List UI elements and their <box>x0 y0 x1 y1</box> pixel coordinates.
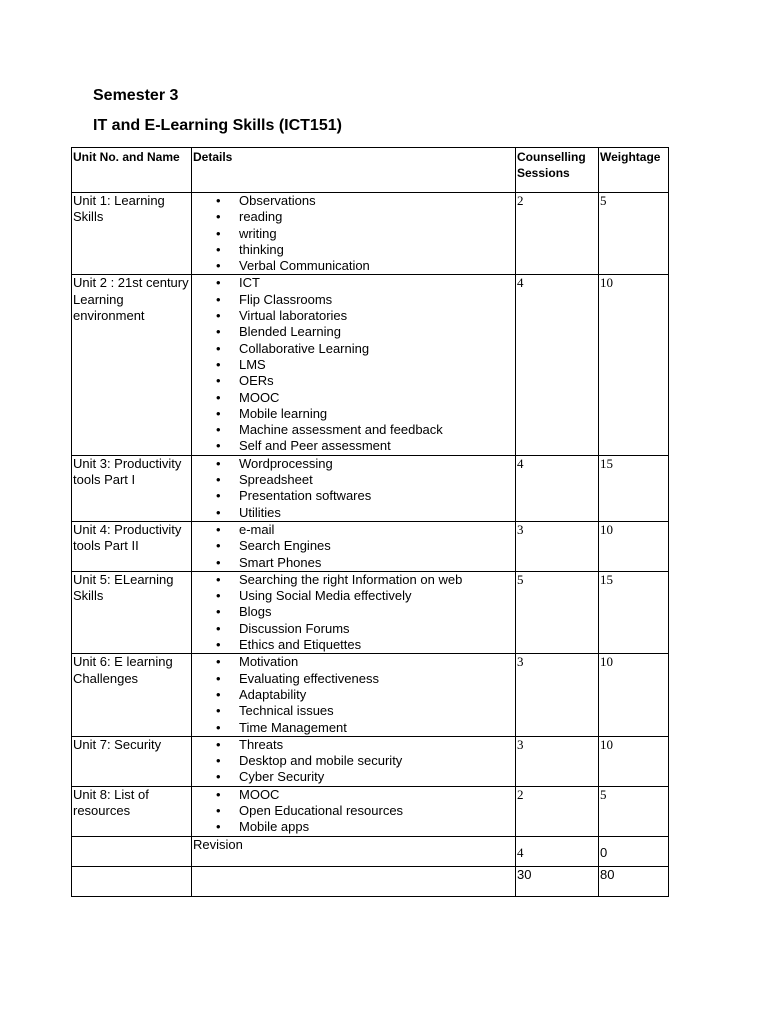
table-row <box>72 571 669 653</box>
table-row <box>72 654 669 736</box>
unit-details <box>192 654 516 736</box>
total-details-cell <box>192 866 516 896</box>
details-list <box>193 456 514 521</box>
details-list <box>193 787 514 836</box>
list-item: • Utilities <box>193 505 514 521</box>
header-row <box>72 148 669 193</box>
table-row <box>72 455 669 521</box>
list-item: • Blogs <box>193 604 514 620</box>
list-item: • Time Management <box>193 720 514 736</box>
unit-details <box>192 521 516 571</box>
revision-sessions-value: 4 <box>517 844 524 860</box>
list-item: • Spreadsheet <box>193 472 514 488</box>
unit-name: Unit 8: List of resources <box>72 786 192 836</box>
list-item: • Wordprocessing <box>193 456 514 472</box>
details-list <box>193 193 514 274</box>
list-item: • Mobile apps <box>193 819 514 835</box>
total-weightage: 80 <box>599 866 669 896</box>
list-item: • MOOC <box>193 787 514 803</box>
list-item: • Using Social Media effectively <box>193 588 514 604</box>
unit-details <box>192 193 516 275</box>
revision-sessions <box>516 836 599 866</box>
table-row <box>72 786 669 836</box>
revision-label: Revision <box>192 836 516 866</box>
details-list <box>193 522 514 571</box>
list-item: • Searching the right Information on web <box>193 572 514 588</box>
list-item: • Verbal Communication <box>193 258 514 274</box>
list-item: • Desktop and mobile security <box>193 753 514 769</box>
details-list <box>193 654 514 735</box>
header-unit: Unit No. and Name <box>72 148 192 193</box>
list-item: • Collaborative Learning <box>193 341 514 357</box>
unit-details <box>192 275 516 455</box>
unit-details <box>192 455 516 521</box>
list-item: • ICT <box>193 275 514 291</box>
counselling-sessions-value: 2 <box>516 193 599 275</box>
revision-weightage-value: 0 <box>600 844 608 860</box>
revision-unit-cell <box>72 836 192 866</box>
list-item: • Evaluating effectiveness <box>193 671 514 687</box>
list-item: • thinking <box>193 242 514 258</box>
course-title: IT and E-Learning Skills (ICT151) <box>93 117 342 134</box>
list-item: • Search Engines <box>193 538 514 554</box>
list-item: • Threats <box>193 737 514 753</box>
unit-name: Unit 3: Productivity tools Part I <box>72 455 192 521</box>
total-unit-cell <box>72 866 192 896</box>
weightage-value: 15 <box>599 571 669 653</box>
unit-name: Unit 2 : 21st century Learning environment <box>72 275 192 455</box>
list-item: • Self and Peer assessment <box>193 438 514 454</box>
list-item: • Virtual laboratories <box>193 308 514 324</box>
counselling-sessions-value: 3 <box>516 654 599 736</box>
unit-rows <box>72 193 669 837</box>
list-item: • Blended Learning <box>193 324 514 340</box>
total-sessions: 30 <box>516 866 599 896</box>
list-item: • Flip Classrooms <box>193 292 514 308</box>
weightage-value: 10 <box>599 521 669 571</box>
header-counselling-line1: Counselling <box>517 150 586 164</box>
details-list <box>193 737 514 786</box>
weightage-value: 10 <box>599 654 669 736</box>
header-weightage: Weightage <box>599 148 669 193</box>
header-details: Details <box>192 148 516 193</box>
table-row <box>72 736 669 786</box>
table-row <box>72 193 669 275</box>
total-row <box>72 866 669 896</box>
weightage-value: 5 <box>599 193 669 275</box>
list-item: • Cyber Security <box>193 769 514 785</box>
unit-details <box>192 786 516 836</box>
list-item: • Machine assessment and feedback <box>193 422 514 438</box>
unit-name: Unit 4: Productivity tools Part II <box>72 521 192 571</box>
list-item: • Observations <box>193 193 514 209</box>
unit-name: Unit 7: Security <box>72 736 192 786</box>
list-item: • Ethics and Etiquettes <box>193 637 514 653</box>
counselling-sessions-value: 3 <box>516 521 599 571</box>
list-item: • Smart Phones <box>193 555 514 571</box>
revision-weightage <box>599 836 669 866</box>
semester-heading: Semester 3 <box>93 87 179 104</box>
counselling-sessions-value: 5 <box>516 571 599 653</box>
unit-details <box>192 571 516 653</box>
weightage-value: 10 <box>599 275 669 455</box>
unit-name: Unit 1: Learning Skills <box>72 193 192 275</box>
header-counselling-line2: Sessions <box>517 166 570 180</box>
weightage-value: 10 <box>599 736 669 786</box>
counselling-sessions-value: 3 <box>516 736 599 786</box>
list-item: • LMS <box>193 357 514 373</box>
list-item: • Presentation softwares <box>193 488 514 504</box>
header-counselling-sessions <box>516 148 599 193</box>
list-item: • Technical issues <box>193 703 514 719</box>
counselling-sessions-value: 2 <box>516 786 599 836</box>
table-row <box>72 275 669 455</box>
list-item: • writing <box>193 226 514 242</box>
list-item: • OERs <box>193 373 514 389</box>
syllabus-table <box>71 147 669 897</box>
list-item: • Adaptability <box>193 687 514 703</box>
list-item: • Mobile learning <box>193 406 514 422</box>
unit-details <box>192 736 516 786</box>
details-list <box>193 572 514 653</box>
unit-name: Unit 6: E learning Challenges <box>72 654 192 736</box>
revision-row <box>72 836 669 866</box>
counselling-sessions-value: 4 <box>516 455 599 521</box>
list-item: • MOOC <box>193 390 514 406</box>
list-item: • e-mail <box>193 522 514 538</box>
weightage-value: 5 <box>599 786 669 836</box>
list-item: • Discussion Forums <box>193 621 514 637</box>
table-row <box>72 521 669 571</box>
details-list <box>193 275 514 454</box>
list-item: • Motivation <box>193 654 514 670</box>
unit-name: Unit 5: ELearning Skills <box>72 571 192 653</box>
list-item: • Open Educational resources <box>193 803 514 819</box>
counselling-sessions-value: 4 <box>516 275 599 455</box>
list-item: • reading <box>193 209 514 225</box>
weightage-value: 15 <box>599 455 669 521</box>
